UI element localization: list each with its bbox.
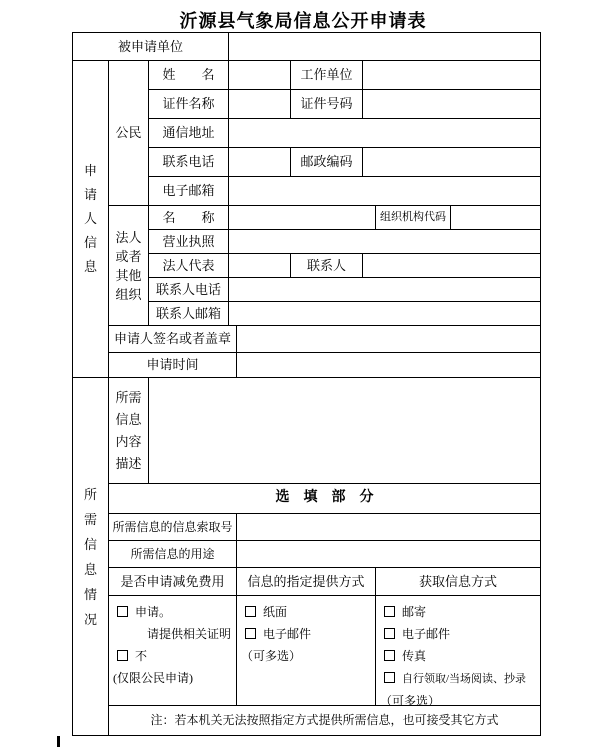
apply-time-label: 申请时间 [109, 353, 237, 378]
obtain-option-email[interactable] [384, 623, 540, 645]
application-form-table [72, 32, 541, 736]
org-name-label: 名 称 [149, 206, 229, 230]
business-license-label: 营业执照 [149, 230, 229, 254]
org-code-label: 组织机构代码 [376, 206, 451, 230]
obtain-email-checkbox[interactable] [384, 628, 395, 639]
citizen-group-label: 公民 [109, 61, 149, 206]
organization-group-label-text: 法人或者其他组织 [115, 229, 142, 302]
obtain-pickup-label: 自行领取/当场阅读、抄录 [402, 673, 527, 685]
info-desc-label-text: 所需信息内容描述 [115, 389, 142, 471]
fee-apply-checkbox[interactable] [117, 606, 128, 617]
fee-apply-note: 请提供相关证明 [147, 627, 232, 641]
contact-email-label: 联系人邮箱 [149, 302, 229, 326]
business-license-input-cell[interactable] [229, 230, 541, 254]
org-code-input-cell[interactable] [451, 206, 541, 230]
postal-code-input-cell[interactable] [363, 148, 541, 177]
optional-part-header: 选 填 部 分 [109, 484, 541, 514]
fee-no-label: 不 [135, 649, 148, 663]
info-section-label-text: 所需信息情况 [83, 486, 97, 627]
email-input-cell[interactable] [229, 177, 541, 206]
postal-code-label: 邮政编码 [291, 148, 363, 177]
phone-label: 联系电话 [149, 148, 229, 177]
info-purpose-input-cell[interactable] [237, 541, 541, 568]
provide-paper-checkbox[interactable] [245, 606, 256, 617]
obtain-fax-checkbox[interactable] [384, 650, 395, 661]
work-unit-label: 工作单位 [291, 61, 363, 90]
address-input-cell[interactable] [229, 119, 541, 148]
info-index-input-cell[interactable] [237, 514, 541, 541]
fee-restriction-note: (仅限公民申请) [113, 671, 193, 685]
info-desc-label [109, 378, 149, 484]
fee-apply-label: 申请。 [135, 605, 172, 619]
provide-method-header: 信息的指定提供方式 [237, 568, 376, 596]
applicant-section-label-text: 申请人信息 [83, 163, 97, 274]
applicant-section-label [73, 61, 109, 378]
form-note: 注：若本机关无法按照指定方式提供所需信息，也可接受其它方式 [109, 706, 541, 736]
contact-person-input-cell[interactable] [363, 254, 541, 278]
id-number-input-cell[interactable] [363, 90, 541, 119]
id-number-label: 证件号码 [291, 90, 363, 119]
page-title: 沂源县气象局信息公开申请表 [179, 11, 427, 31]
signature-label: 申请人签名或者盖章 [109, 326, 237, 353]
fee-no-checkbox[interactable] [117, 650, 128, 661]
obtain-fax-label: 传真 [402, 649, 427, 663]
name-label: 姓 名 [149, 61, 229, 90]
signature-input-cell[interactable] [237, 326, 541, 353]
provide-option-paper[interactable] [245, 601, 375, 623]
obtain-method-options-cell [376, 596, 541, 706]
info-purpose-label: 所需信息的用途 [109, 541, 237, 568]
name-input-cell[interactable] [229, 61, 291, 90]
info-section-label [73, 378, 109, 736]
fee-waiver-header: 是否申请减免费用 [109, 568, 237, 596]
obtain-mail-checkbox[interactable] [384, 606, 395, 617]
obtain-option-fax[interactable] [384, 645, 540, 667]
provide-multi-note: （可多选） [241, 649, 302, 663]
work-unit-input-cell[interactable] [363, 61, 541, 90]
obtain-mail-label: 邮寄 [402, 605, 427, 619]
email-label: 电子邮箱 [149, 177, 229, 206]
applied-unit-input-cell[interactable] [229, 33, 541, 61]
applied-unit-label: 被申请单位 [73, 33, 229, 61]
obtain-multi-note: （可多选） [380, 694, 441, 706]
fee-waiver-options-cell [109, 596, 237, 706]
id-name-input-cell[interactable] [229, 90, 291, 119]
organization-group-label [109, 206, 149, 326]
provide-paper-label: 纸面 [263, 605, 288, 619]
obtain-email-label: 电子邮件 [402, 627, 451, 641]
text-cursor-mark [57, 736, 60, 747]
legal-rep-label: 法人代表 [149, 254, 229, 278]
address-label: 通信地址 [149, 119, 229, 148]
provide-email-label: 电子邮件 [263, 627, 312, 641]
contact-person-label: 联系人 [291, 254, 363, 278]
legal-rep-input-cell[interactable] [229, 254, 291, 278]
fee-option-apply[interactable] [117, 601, 236, 623]
phone-input-cell[interactable] [229, 148, 291, 177]
id-name-label: 证件名称 [149, 90, 229, 119]
contact-phone-input-cell[interactable] [229, 278, 541, 302]
obtain-pickup-checkbox[interactable] [384, 672, 395, 683]
obtain-method-header: 获取信息方式 [376, 568, 541, 596]
provide-method-options-cell [237, 596, 376, 706]
info-desc-input-cell[interactable] [149, 378, 541, 484]
provide-email-checkbox[interactable] [245, 628, 256, 639]
fee-option-no[interactable] [117, 645, 236, 667]
contact-email-input-cell[interactable] [229, 302, 541, 326]
obtain-option-mail[interactable] [384, 601, 540, 623]
org-name-input-cell[interactable] [229, 206, 376, 230]
obtain-option-pickup[interactable] [384, 667, 540, 690]
apply-time-input-cell[interactable] [237, 353, 541, 378]
provide-option-email[interactable] [245, 623, 375, 645]
contact-phone-label: 联系人电话 [149, 278, 229, 302]
info-index-label: 所需信息的信息索取号 [109, 514, 237, 541]
